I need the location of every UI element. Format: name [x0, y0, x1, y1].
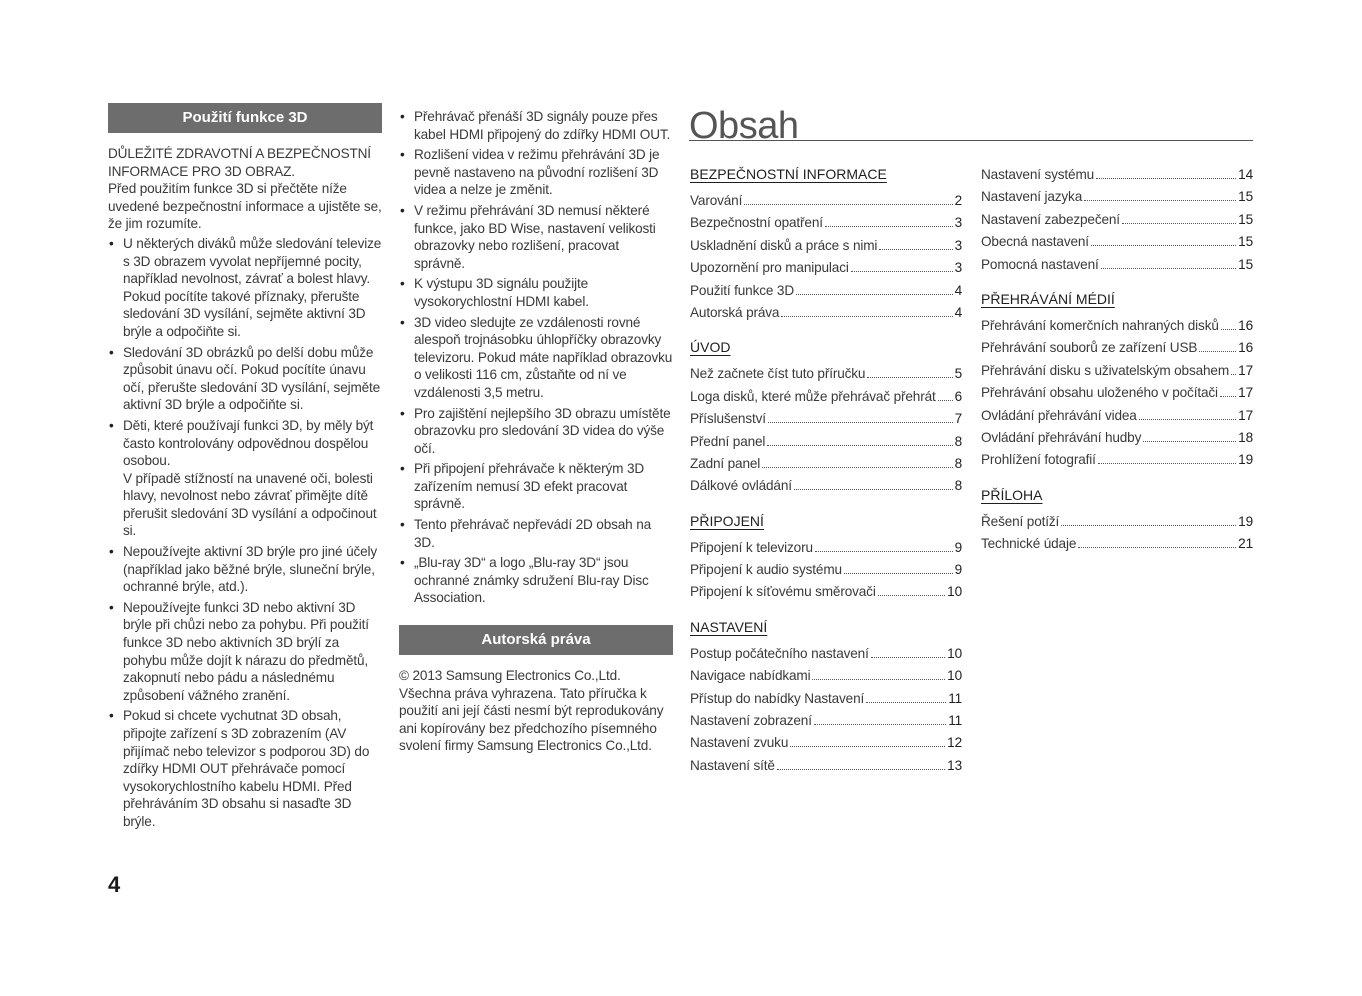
toc-entry-label: Než začnete číst tuto příručku	[690, 366, 866, 382]
toc-entry-page: 14	[1238, 167, 1253, 182]
toc-entry-label: Varování	[690, 193, 743, 208]
dot-leader	[1098, 463, 1236, 464]
toc-entry[interactable]	[690, 732, 962, 754]
dot-leader	[767, 445, 952, 446]
list-item	[108, 417, 382, 540]
toc-entry-page: 17	[1238, 407, 1253, 423]
dot-leader	[781, 316, 952, 317]
toc-entry-label: Autorská práva	[690, 304, 780, 320]
dot-leader	[938, 400, 953, 401]
dot-leader	[1199, 351, 1236, 352]
toc-entry[interactable]	[690, 755, 962, 777]
dot-leader	[1220, 396, 1236, 397]
toc-entry-label: Pomocná nastavení	[981, 256, 1099, 272]
dot-leader	[796, 294, 953, 295]
bullet-list-3d-safety	[108, 235, 382, 831]
dot-leader	[815, 551, 953, 552]
list-item: • 3D video sledujte ze vzdálenosti rovné alespoň trojnásobku úhlopříčky obrazovky televizoru. Pokud máte například obrazovku o velikosti 116 cm, zůstaňte od ní ve vzdálenosti 3,5 metru.	[399, 314, 673, 402]
toc-entry[interactable]	[690, 643, 962, 665]
toc-section-heading: PŘEHRÁVÁNÍ MÉDIÍ	[981, 290, 1115, 307]
dot-leader	[851, 271, 953, 272]
toc-entry-page: 10	[947, 668, 962, 684]
toc-entry-label: Přehrávání souborů ze zařízení USB	[981, 340, 1198, 356]
toc-section	[981, 164, 1253, 276]
toc-entry-page: 8	[954, 433, 962, 449]
toc-section-heading: NASTAVENÍ	[690, 618, 768, 635]
toc-entry-page: 17	[1238, 385, 1253, 401]
toc-entry-page: 11	[948, 713, 962, 729]
dot-leader	[1091, 245, 1236, 246]
toc-entry-page: 6	[954, 388, 962, 404]
toc-entry-label: Přístup do nabídky Nastavení	[690, 690, 865, 706]
toc-entry[interactable]	[981, 337, 1253, 359]
toc-entry-page: 13	[947, 757, 962, 773]
section-header-3d: Použití funkce 3D	[108, 103, 382, 133]
toc-section	[690, 164, 962, 324]
toc-entry[interactable]	[981, 164, 1253, 186]
list-item-extra: V případě stížností na unavené oči, bolesti hlavy, nevolnost nebo závrať přimějte dítě přerušit sledování 3D vysílání a odpočinout si.	[123, 470, 377, 539]
toc-section-heading: PŘÍLOHA	[981, 486, 1043, 503]
toc-entry-label: Upozornění pro manipulaci	[690, 260, 849, 276]
list-item: • Tento přehrávač nepřevádí 2D obsah na 3D.	[399, 516, 673, 551]
toc-entry-page: 3	[954, 237, 962, 253]
dot-leader	[879, 249, 952, 250]
dot-leader	[744, 204, 952, 205]
dot-leader	[1122, 223, 1236, 224]
toc-entry[interactable]	[981, 209, 1253, 231]
toc-entry[interactable]	[690, 581, 962, 603]
toc-entry-label: Postup počátečního nastavení	[690, 645, 869, 661]
toc-entry-label: Obecná nastavení	[981, 234, 1089, 250]
toc-entry[interactable]	[981, 533, 1253, 555]
toc-entry-page: 11	[948, 690, 962, 706]
intro-heading: DŮLEŽITÉ ZDRAVOTNÍ A BEZPEČNOSTNÍ INFORMACE PRO 3D OBRAZ.	[108, 146, 371, 179]
copyright-text: Všechna práva vyhrazena. Tato příručka k použití ani její části nesmí být reprodukovány ani kopírovány bez předchozího písemného svolení firmy Samsung Electronics Co.,Ltd.	[399, 685, 664, 754]
dot-leader	[825, 226, 953, 227]
toc-entry-label: Přehrávání disku s uživatelským obsahem	[981, 362, 1230, 378]
dot-leader	[1078, 547, 1236, 548]
toc-entry-label: Loga disků, které může přehrávač přehrát	[690, 388, 936, 404]
dot-leader	[762, 467, 952, 468]
toc-section-heading: PŘIPOJENÍ	[690, 512, 764, 529]
toc-entry-label: Přehrávání obsahu uloženého v počítači	[981, 385, 1218, 401]
toc-entry-label: Použití funkce 3D	[690, 282, 794, 298]
page-number: 4	[108, 872, 121, 897]
toc-entry-page: 15	[1238, 211, 1253, 227]
list-item: • V režimu přehrávání 3D nemusí některé funkce, jako BD Wise, nastavení velikosti obrazovky nebo rozlišení, pracovat správně.	[399, 202, 673, 272]
dot-leader	[1231, 374, 1236, 375]
toc-entry-label: Nastavení zvuku	[690, 735, 789, 751]
toc-entry-page: 16	[1238, 317, 1253, 333]
toc-entry[interactable]	[690, 408, 962, 430]
toc-entry-page: 15	[1238, 256, 1253, 272]
toc-entry[interactable]	[690, 280, 962, 302]
toc-entry-label: Zadní panel	[690, 455, 761, 471]
dot-leader	[1084, 200, 1236, 201]
list-item: • Pro zajištění nejlepšího 3D obrazu umístěte obrazovku pro sledování 3D videa do výše očí.	[399, 405, 673, 458]
toc-entry-label: Ovládání přehrávání videa	[981, 407, 1137, 423]
toc-entry-label: Připojení k síťovému směrovači	[690, 584, 876, 600]
dot-leader	[866, 702, 946, 703]
middle-column	[399, 108, 673, 755]
toc-entry-page: 12	[947, 735, 962, 751]
list-item: • Nepoužívejte funkci 3D nebo aktivní 3D brýle při chůzi nebo za pohybu. Při použití funkce 3D nebo aktivních 3D brýlí za pohybu může dojít k nárazu do předmětů, zakopnutí nebo pádu a následnému způsobení vážného zranění.	[108, 599, 382, 705]
dot-leader	[1139, 419, 1236, 420]
toc-column-1	[690, 164, 962, 790]
toc-entry-page: 7	[954, 411, 962, 427]
dot-leader	[1143, 441, 1236, 442]
toc-entry[interactable]	[981, 382, 1253, 404]
list-item: • Nepoužívejte aktivní 3D brýle pro jiné účely (například jako běžné brýle, sluneční brýle, ochranné brýle, atd.).	[108, 543, 382, 596]
toc-entry-page: 9	[954, 562, 962, 578]
toc-entry[interactable]	[981, 449, 1253, 471]
toc-section	[690, 511, 962, 604]
toc-entry-label: Bezpečnostní opatření	[690, 215, 823, 231]
toc-section	[981, 485, 1253, 556]
dot-leader	[794, 489, 953, 490]
toc-entry-label: Připojení k televizoru	[690, 539, 813, 555]
toc-section	[690, 617, 962, 777]
toc-entry[interactable]	[690, 537, 962, 559]
toc-entry-page: 4	[954, 304, 962, 320]
copyright-line: © 2013 Samsung Electronics Co.,Ltd.	[399, 668, 621, 684]
toc-entry-label: Nastavení jazyka	[981, 189, 1083, 205]
toc-entry-page: 19	[1238, 513, 1253, 529]
toc-section-heading: ÚVOD	[690, 339, 731, 356]
toc-entry-page: 5	[954, 366, 962, 382]
toc-entry[interactable]	[690, 453, 962, 475]
list-item: • Při připojení přehrávače k některým 3D zařízením nemusí 3D efekt pracovat správně.	[399, 460, 673, 513]
toc-title-wrap	[689, 104, 1253, 147]
toc-entry-page: 19	[1238, 452, 1253, 468]
toc-entry[interactable]	[981, 254, 1253, 276]
bullet-list-3d-notes	[399, 108, 673, 607]
toc-entry-label: Navigace nabídkami	[690, 668, 811, 684]
toc-entry[interactable]	[690, 190, 962, 212]
dot-leader	[812, 679, 945, 680]
left-column	[108, 103, 382, 834]
toc-entry-page: 10	[947, 584, 962, 600]
toc-entry-label: Technické údaje	[981, 536, 1077, 552]
toc-entry-page: 3	[954, 260, 962, 276]
list-item-text: Děti, které používají funkci 3D, by měly být často kontrolovány odpovědnou dospělou osobou.	[123, 417, 374, 469]
dot-leader	[1101, 268, 1237, 269]
toc-entry-label: Nastavení systému	[981, 167, 1095, 182]
dot-leader	[768, 422, 953, 423]
toc-entry-page: 2	[954, 193, 962, 208]
toc-entry[interactable]	[690, 257, 962, 279]
toc-entry[interactable]	[690, 235, 962, 257]
toc-entry[interactable]	[981, 511, 1253, 533]
toc-entry-page: 16	[1238, 340, 1253, 356]
toc-entry-page: 10	[947, 645, 962, 661]
toc-entry-label: Řešení potíží	[981, 513, 1060, 529]
dot-leader	[790, 746, 945, 747]
toc-entry-label: Nastavení zobrazení	[690, 713, 812, 729]
toc-entry-label: Prohlížení fotografií	[981, 452, 1096, 468]
section-header-copyright: Autorská práva	[399, 625, 673, 655]
intro-text: Před použitím funkce 3D si přečtěte níže uvedené bezpečnostní informace a ujistěte se, že jim rozumíte.	[108, 181, 382, 232]
list-item: • Přehrávač přenáší 3D signály pouze přes kabel HDMI připojený do zdířky HDMI OUT.	[399, 108, 673, 143]
toc-entry[interactable]	[690, 665, 962, 687]
toc-entry[interactable]	[690, 475, 962, 497]
toc-entry[interactable]	[981, 427, 1253, 449]
dot-leader	[1221, 329, 1236, 330]
toc-entry-label: Ovládání přehrávání hudby	[981, 429, 1142, 445]
toc-title: Obsah	[689, 105, 799, 147]
toc-entry-page: 17	[1238, 362, 1253, 378]
list-item: • Rozlišení videa v režimu přehrávání 3D je pevně nastaveno na původní rozlišení 3D videa a nelze je změnit.	[399, 146, 673, 199]
toc-entry-page: 8	[954, 478, 962, 494]
toc-entry-page: 18	[1238, 429, 1253, 445]
list-item: • K výstupu 3D signálu použijte vysokorychlostní HDMI kabel.	[399, 275, 673, 310]
toc-entry-label: Nastavení zabezpečení	[981, 211, 1120, 227]
toc-entry-page: 4	[954, 282, 962, 298]
toc-entry-page: 8	[954, 455, 962, 471]
toc-entry-label: Přední panel	[690, 433, 766, 449]
toc-entry-page: 9	[954, 539, 962, 555]
dot-leader	[814, 724, 946, 725]
dot-leader	[871, 657, 945, 658]
toc-entry-label: Připojení k audio systému	[690, 562, 842, 578]
list-item: • „Blu-ray 3D“ a logo „Blu-ray 3D“ jsou ochranné známky sdružení Blu-ray Disc Association.	[399, 554, 673, 607]
toc-entry[interactable]	[690, 710, 962, 732]
toc-entry[interactable]	[690, 688, 962, 710]
toc-section	[690, 337, 962, 497]
toc-entry-label: Uskladnění disků a práce s nimi	[690, 237, 878, 253]
dot-leader	[867, 377, 952, 378]
toc-entry-page: 21	[1238, 536, 1253, 552]
toc-entry[interactable]	[690, 212, 962, 234]
toc-section-heading: BEZPEČNOSTNÍ INFORMACE	[690, 166, 887, 182]
toc-entry[interactable]	[981, 405, 1253, 427]
list-item: • U některých diváků může sledování televize s 3D obrazem vyvolat nepříjemné pocity, například nevolnost, závrať a bolest hlavy. Pokud pocítíte takové příznaky, přerušte sledování 3D vysílání, sejměte aktivní 3D brýle a odpočiňte si.	[108, 235, 382, 341]
list-item: • Pokud si chcete vychutnat 3D obsah, připojte zařízení s 3D zobrazením (AV přijímač nebo televizor s podporou 3D) do zdířky HDMI OUT přehrávače pomocí vysokorychlostního kabelu HDMI. Před přehráváním 3D obsahu si nasaďte 3D brýle.	[108, 707, 382, 830]
dot-leader	[844, 573, 953, 574]
toc-entry-page: 3	[954, 215, 962, 231]
toc-entry-label: Příslušenství	[690, 411, 766, 427]
toc-column-2	[981, 164, 1253, 568]
copyright-block	[399, 667, 673, 755]
intro-block	[108, 145, 382, 233]
toc-entry-label: Přehrávání komerčních nahraných disků	[981, 317, 1219, 333]
toc-entry-page: 15	[1238, 189, 1253, 205]
toc-entry[interactable]	[690, 559, 962, 581]
toc-entry[interactable]	[981, 231, 1253, 253]
toc-entry-label: Dálkové ovládání	[690, 478, 792, 494]
toc-entry[interactable]	[690, 431, 962, 453]
toc-entry[interactable]	[690, 386, 962, 408]
toc-entry-label: Nastavení sítě	[690, 757, 775, 773]
toc-entry[interactable]	[690, 363, 962, 385]
list-item: • Sledování 3D obrázků po delší dobu může způsobit únavu očí. Pokud pocítíte únavu očí, přerušte sledování 3D vysílání, sejměte aktivní 3D brýle a odpočiňte si.	[108, 344, 382, 414]
toc-section	[981, 289, 1253, 472]
toc-entry[interactable]	[981, 360, 1253, 382]
dot-leader	[878, 595, 945, 596]
toc-entry-page: 15	[1238, 234, 1253, 250]
dot-leader	[1061, 525, 1236, 526]
toc-entry[interactable]	[981, 186, 1253, 208]
toc-entry[interactable]	[690, 302, 962, 324]
toc-entry[interactable]	[981, 315, 1253, 337]
dot-leader	[1096, 178, 1236, 179]
dot-leader	[777, 769, 945, 770]
